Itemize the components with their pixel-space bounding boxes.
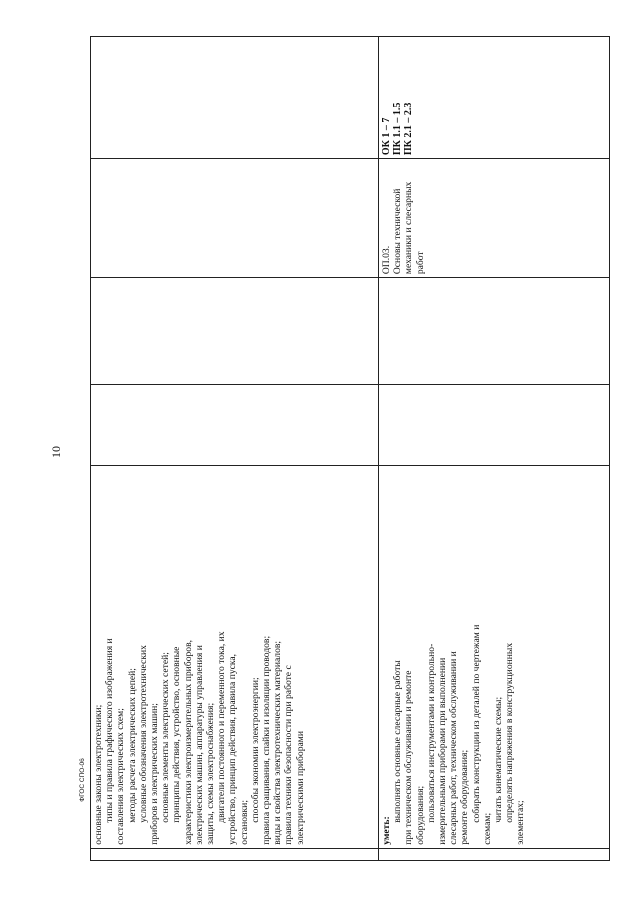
knowledge-line: характеристики электроизмерительных приборов, bbox=[182, 639, 194, 845]
table-row bbox=[379, 37, 610, 861]
discipline-cell bbox=[379, 159, 610, 278]
knowledge-line: составления электрических схем; bbox=[115, 708, 127, 845]
skills-cell bbox=[379, 466, 610, 848]
skills-line: при техническом обслуживании и ремонте bbox=[403, 670, 415, 845]
table-cell-empty bbox=[91, 278, 379, 385]
table-cell-empty bbox=[91, 384, 379, 465]
competence-cell bbox=[379, 37, 610, 159]
competence-line: ОК 1 – 7 bbox=[381, 117, 392, 156]
skills-line: ремонте оборудования; bbox=[459, 749, 471, 845]
knowledge-line: основные законы электротехники; bbox=[93, 704, 104, 845]
knowledge-line: основные элементы электрических сетей; bbox=[160, 652, 172, 823]
skills-line: пользоваться инструментами и контрольно- bbox=[425, 643, 437, 823]
knowledge-line: методы расчета электрических цепей; bbox=[126, 668, 138, 823]
skills-line: читать кинематические схемы; bbox=[493, 696, 505, 823]
knowledge-line: приборов и электрических машин; bbox=[149, 703, 161, 845]
competence-line: ПК 1.1 – 1.5 bbox=[392, 102, 403, 156]
discipline-name-line: работ bbox=[414, 251, 426, 275]
skills-line: слесарных работ, техническом обслуживании и bbox=[448, 651, 460, 845]
table-row bbox=[91, 37, 379, 861]
discipline-name-line: Основы технической bbox=[392, 188, 404, 275]
knowledge-line: условные обозначения электротехнических bbox=[137, 645, 149, 823]
skills-line: оборудования; bbox=[414, 785, 426, 845]
table-cell-empty bbox=[379, 278, 610, 385]
rotated-table-container bbox=[90, 36, 599, 861]
discipline-code: ОП.03. bbox=[381, 245, 392, 275]
knowledge-line: способы экономии электроэнергии; bbox=[249, 677, 261, 823]
knowledge-line: принципы действия, устройство, основные bbox=[171, 646, 183, 823]
standard-requirements-table bbox=[90, 36, 610, 861]
knowledge-line: виды и свойства электротехнических материалов; bbox=[272, 640, 284, 845]
knowledge-line: электрических машин, аппаратуры управления и bbox=[193, 645, 205, 845]
knowledge-line: правила сращивания, спайки и изоляции проводов; bbox=[261, 635, 273, 845]
table-cell-index bbox=[379, 848, 610, 860]
knowledge-line: типы и правила графического изображения и bbox=[104, 638, 116, 823]
table-cell-empty bbox=[379, 384, 610, 465]
skills-line: собирать конструкции из деталей по чертежам и bbox=[470, 624, 482, 823]
skills-line: схемам; bbox=[481, 812, 493, 845]
knowledge-line: защиты, схемы электроснабжения; bbox=[205, 702, 217, 845]
knowledge-line: двигатели постоянного и переменного тока, их bbox=[216, 631, 228, 823]
table-cell-empty bbox=[91, 159, 379, 278]
discipline-name-line: механики и слесарных bbox=[403, 181, 415, 275]
knowledge-line: устройство, принцип действия, правила пуска, bbox=[227, 653, 239, 845]
footer-document-code: ФГОС СПО-06 bbox=[79, 758, 86, 802]
skills-line: выполнять основные слесарные работы bbox=[392, 660, 404, 823]
skills-line: измерительными приборами при выполнении bbox=[437, 657, 449, 845]
table-cell-index bbox=[91, 848, 379, 860]
knowledge-line: остановки; bbox=[238, 800, 250, 845]
competence-line: ПК 2.1 – 2.3 bbox=[403, 102, 414, 156]
knowledge-line: правила техники безопасности при работе с bbox=[283, 665, 295, 845]
knowledge-cell bbox=[91, 466, 379, 848]
skills-line: элементах; bbox=[515, 800, 527, 845]
skills-heading: уметь: bbox=[381, 816, 392, 845]
page-number: 10 bbox=[49, 446, 63, 458]
table-cell-empty bbox=[91, 37, 379, 159]
skills-line: определять напряжения в конструкционных bbox=[504, 642, 516, 823]
knowledge-line: электрическими приборами bbox=[294, 731, 306, 845]
